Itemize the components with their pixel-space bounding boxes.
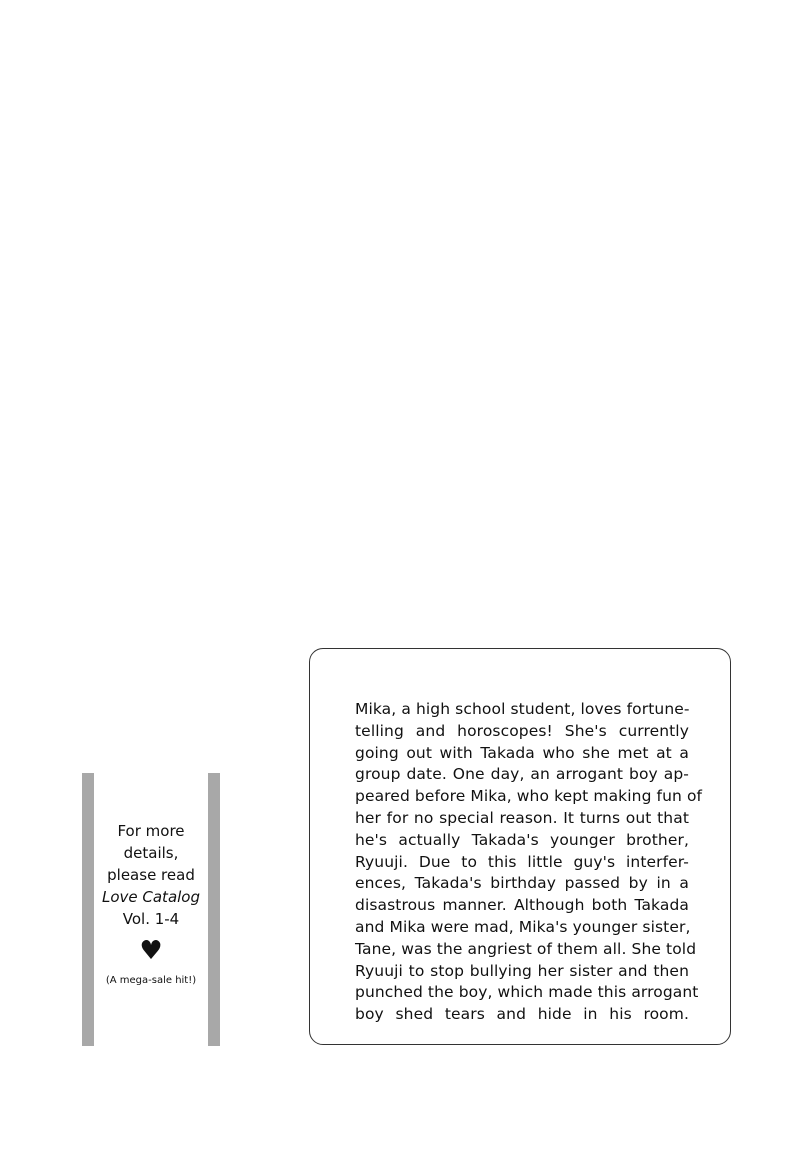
right-side-bar (208, 773, 220, 1046)
synopsis-line: peared before Mika, who kept making fun of (355, 787, 703, 806)
synopsis-line: ences, Takada's birthday passed by in a (355, 874, 689, 893)
synopsis-line: Ryuuji to stop bullying her sister and then (355, 961, 689, 980)
synopsis-line: Ryuuji. Due to this little guy's interfer- (355, 852, 689, 871)
promo-line-3: please read (107, 866, 195, 884)
synopsis-line: he's actually Takada's younger brother, (355, 830, 689, 849)
synopsis-line: Tane, was the angriest of them all. She told (355, 939, 697, 958)
promo-note (94, 820, 208, 988)
synopsis-line: disastrous manner. Although both Takada (355, 896, 689, 915)
synopsis-line: and Mika were mad, Mika's younger sister, (355, 917, 691, 936)
synopsis-line: boy shed tears and hide in his room. (355, 1005, 689, 1024)
promo-tagline: (A mega-sale hit!) (105, 975, 197, 986)
synopsis-line: telling and horoscopes! She's currently (355, 721, 689, 740)
synopsis-text (355, 699, 703, 1026)
promo-line-1: For more (117, 822, 185, 840)
synopsis-line: punched the boy, which made this arrogant (355, 983, 699, 1002)
promo-title: Love Catalog (101, 888, 200, 906)
synopsis-line: going out with Takada who she met at a (355, 743, 689, 762)
synopsis-line: Mika, a high school student, loves fortune- (355, 700, 690, 718)
synopsis-box (309, 648, 731, 1045)
promo-volume: Vol. 1-4 (122, 910, 180, 928)
promo-line-2: details, (123, 844, 179, 862)
heart-icon: ♥ (139, 936, 163, 966)
synopsis-line: group date. One day, an arrogant boy ap- (355, 765, 689, 784)
synopsis-line: her for no special reason. It turns out that (355, 808, 689, 827)
left-side-bar (82, 773, 94, 1046)
